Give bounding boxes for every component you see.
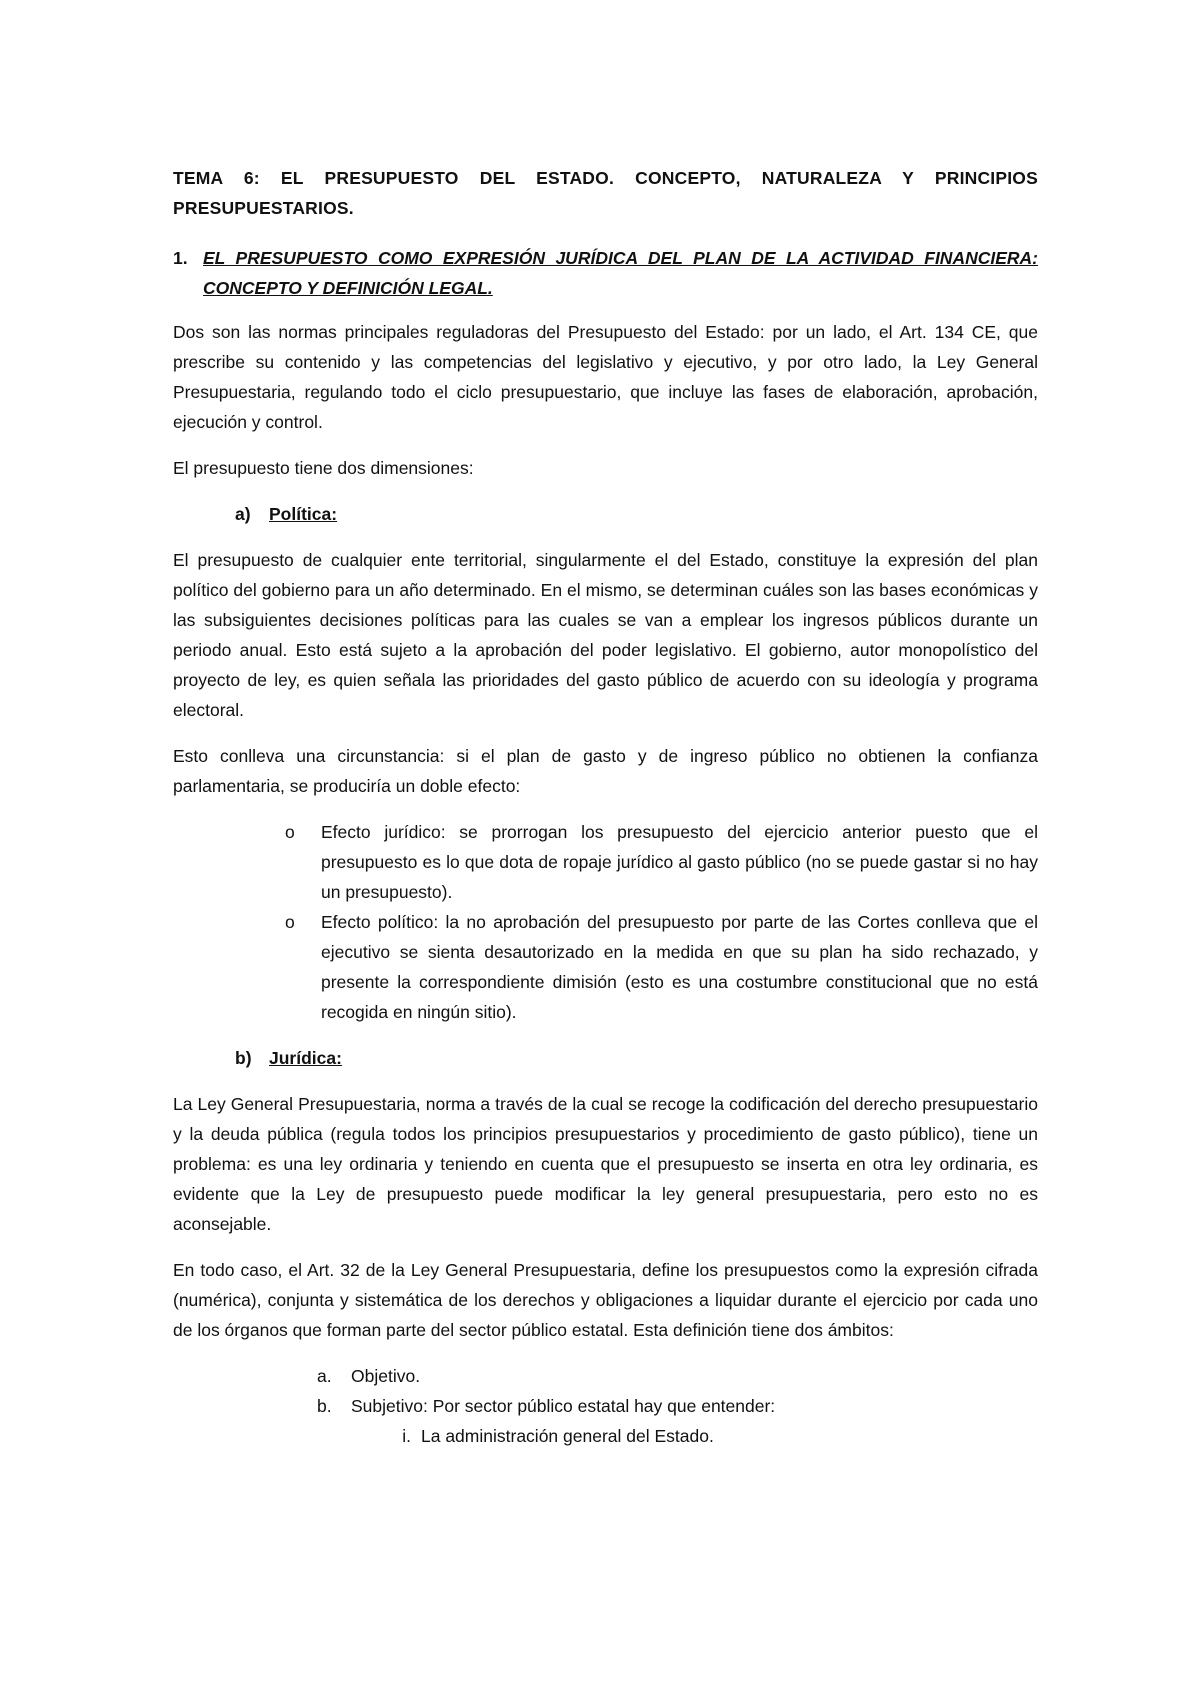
document-title: TEMA 6: EL PRESUPUESTO DEL ESTADO. CONCEPTO, NATURALEZA Y PRINCIPIOS PRESUPUESTARIOS. — [173, 168, 1038, 218]
paragraph-circunstancia: Esto conlleva una circunstancia: si el plan de gasto y de ingreso público no obtienen la confianza parlamentaria, se produciría un doble efecto: — [173, 746, 1038, 796]
paragraph-art-32: En todo caso, el Art. 32 de la Ley General Presupuestaria, define los presupuestos como la expresión cifrada (numérica), conjunta y sistemática de los derechos y obligaciones a liquidar durante el ejercicio por cada uno de los órganos que forman parte del sector público estatal. Esta definición tiene dos ámbitos: — [173, 1260, 1038, 1340]
list-marker: a. — [317, 1366, 332, 1386]
ambitos-list — [173, 1361, 1038, 1451]
list-item-text: La administración general del Estado. — [421, 1426, 714, 1446]
list-item-text: Subjetivo: Por sector público estatal hay que entender: — [351, 1396, 776, 1416]
paragraph-ley-general: La Ley General Presupuestaria, norma a través de la cual se recoge la codificación del derecho presupuestario y la deuda pública (regula todos los principios presupuestarios y procedimiento de gasto público), tiene un problema: es una ley ordinaria y teniendo en cuenta que el presupuesto se inserta en otra ley ordinaria, es evidente que la Ley de presupuesto puede modificar la ley general presupuestaria, pero esto no es aconsejable. — [173, 1094, 1038, 1234]
subheading-juridica — [235, 1043, 1038, 1073]
section-heading-text: EL PRESUPUESTO COMO EXPRESIÓN JURÍDICA DEL PLAN DE LA ACTIVIDAD FINANCIERA: CONCEPTO Y DEFINICIÓN LEGAL. — [203, 248, 1038, 298]
list-item — [285, 907, 1038, 1027]
paragraph-politica: El presupuesto de cualquier ente territorial, singularmente el del Estado, constituye la expresión del plan político del gobierno para un año determinado. En el mismo, se determinan cuáles son las bases económicas y las subsiguientes decisiones políticas para las cuales se van a emplear los ingresos públicos durante un periodo anual. Esto está sujeto a la aprobación del poder legislativo. El gobierno, autor monopolístico del proyecto de ley, es quien señala las prioridades del gasto público de acuerdo con su ideología y programa electoral. — [173, 550, 1038, 720]
section-number: 1. — [173, 248, 188, 268]
section-heading — [173, 243, 1038, 303]
list-item — [317, 1361, 1038, 1391]
subheading-marker: b) — [235, 1048, 252, 1068]
bullet-text: Efecto político: la no aprobación del presupuesto por parte de las Cortes conlleva que el ejecutivo se sienta desautorizado en la medida en que su plan ha sido rechazado, y presente la correspondiente dimisión (esto es una costumbre constitucional que no está recogida en ningún sitio). — [321, 912, 1038, 1022]
paragraph-normas: Dos son las normas principales reguladoras del Presupuesto del Estado: por un lado, el Art. 134 CE, que prescribe su contenido y las competencias del legislativo y ejecutivo, y por otro lado, la Ley General Presupuestaria, regulando todo el ciclo presupuestario, que incluye las fases de elaboración, aprobación, ejecución y control. — [173, 322, 1038, 432]
paragraph-dimensiones: El presupuesto tiene dos dimensiones: — [173, 458, 474, 478]
subheading-politica — [235, 499, 1038, 529]
subheading-label: Jurídica: — [269, 1048, 342, 1068]
bullet-marker: o — [285, 912, 295, 932]
document-page — [173, 163, 1038, 1451]
subheading-marker: a) — [235, 504, 251, 524]
bullet-text: Efecto jurídico: se prorrogan los presupuesto del ejercicio anterior puesto que el presupuesto es lo que dota de ropaje jurídico al gasto público (no se puede gastar si no hay un presupuesto). — [321, 822, 1038, 902]
list-item-text: Objetivo. — [351, 1366, 421, 1386]
list-item — [317, 1391, 1038, 1421]
list-item — [387, 1421, 1038, 1451]
list-marker: b. — [317, 1396, 332, 1416]
effects-list — [173, 817, 1038, 1027]
subheading-label: Política: — [269, 504, 338, 524]
list-marker: i. — [402, 1426, 411, 1446]
bullet-marker: o — [285, 822, 295, 842]
list-item — [285, 817, 1038, 907]
